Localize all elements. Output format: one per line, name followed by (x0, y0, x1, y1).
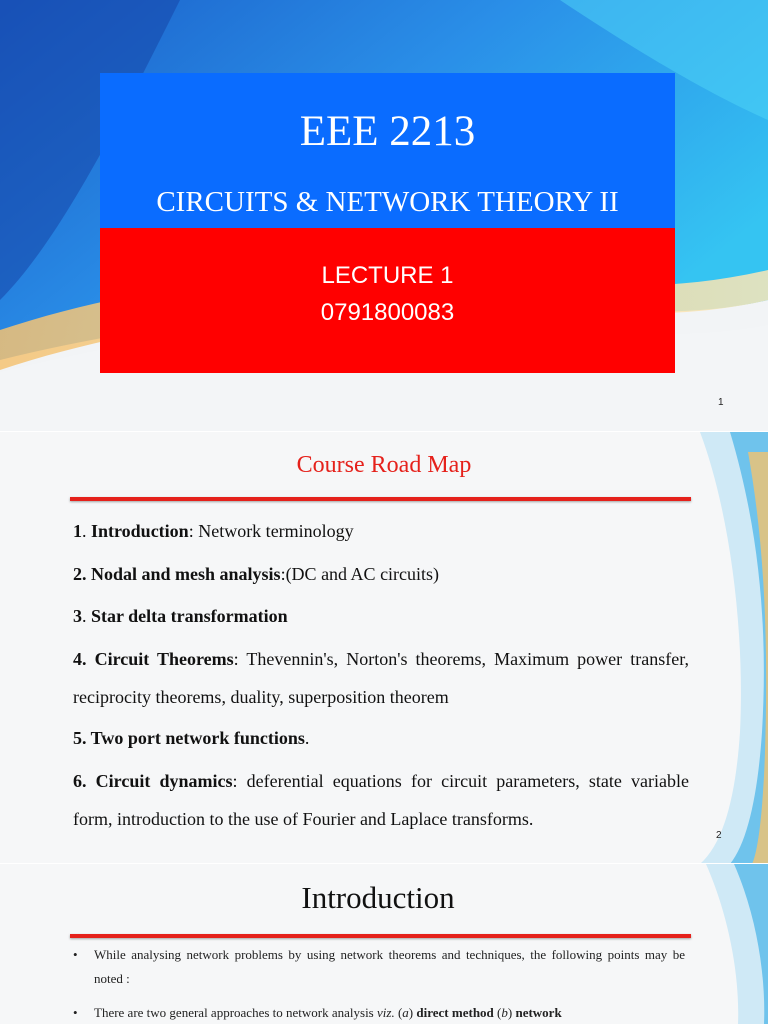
roadmap-item: 4. Circuit Theorems: Thevennin's, Norton's theorems, Maximum power transfer, reciprocity theorems, duality, superposition theorem (73, 649, 689, 707)
page-number: 2 (716, 830, 722, 841)
page-number: 1 (718, 397, 724, 408)
slide-title: Introduction (301, 880, 455, 915)
roadmap-item: 6. Circuit dynamics: deferential equations for circuit parameters, state variable form, introduction to the use of Fourier and Laplace transforms. (73, 771, 689, 829)
slide-title: Course Road Map (296, 452, 472, 478)
roadmap-item: 2. Nodal and mesh analysis:(DC and AC circuits) (73, 564, 440, 584)
bullet-marker: • (73, 947, 78, 962)
roadmap-item: 1. Introduction: Network terminology (73, 521, 354, 541)
course-name: CIRCUITS & NETWORK THEORY II (156, 186, 619, 218)
roadmap-item: 5. Two port network functions. (73, 728, 310, 748)
course-code: EEE 2213 (299, 108, 476, 155)
title-underline (70, 934, 691, 938)
lecture-box (100, 228, 675, 373)
slide-2 (0, 432, 768, 864)
title-underline (70, 497, 691, 501)
slide-3: Introduction • While analysing network problems by using network theorems and techniques, the following points may be noted : • There are two general approaches to network analysis viz. (a) direct method (b) network (0, 864, 768, 1024)
title-box (100, 73, 675, 228)
bullet-marker: • (73, 1005, 78, 1020)
roadmap-item: 3. Star delta transformation (73, 606, 288, 626)
slide-1 (0, 0, 768, 432)
lecture-label: LECTURE 1 (321, 262, 454, 289)
phone-number: 0791800083 (320, 299, 455, 326)
